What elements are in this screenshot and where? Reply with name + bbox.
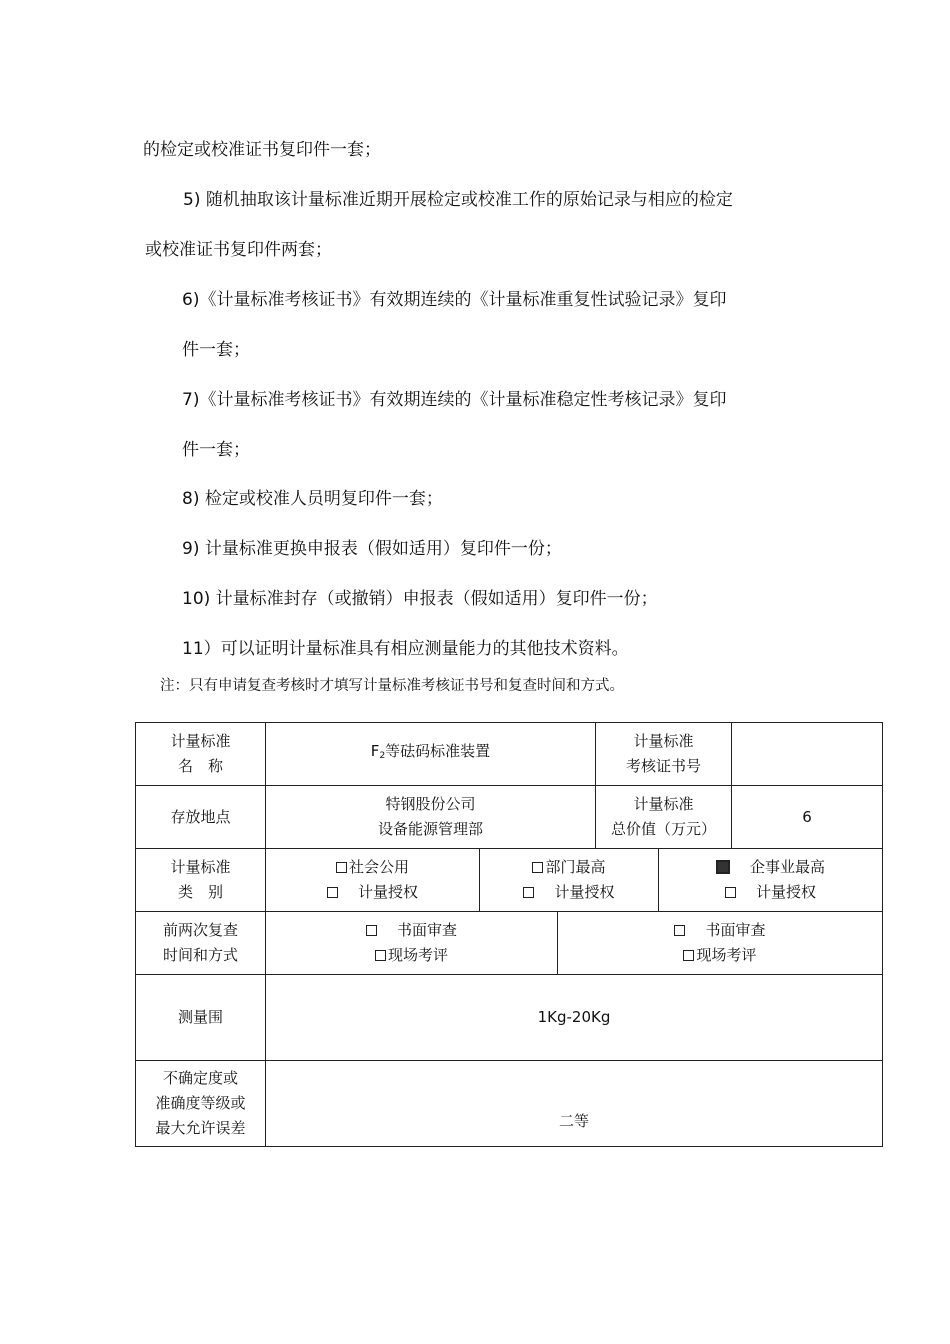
paragraph-line: 件一套； <box>182 440 250 460</box>
standard-name-cell <box>266 723 596 786</box>
review-option-label: 现场考评 <box>696 946 757 964</box>
cert-value-cell <box>732 723 883 786</box>
category-option-label: 企事业最高 <box>749 858 825 876</box>
name-label-cell <box>136 723 266 786</box>
table-row <box>136 975 883 1061</box>
review-option-first <box>266 912 557 974</box>
location-label-cell: 存放地点 <box>136 786 266 849</box>
uncertainty-value: 二等 <box>558 1112 589 1130</box>
category-label-cell <box>136 849 266 912</box>
location-line: 特钢股份公司 <box>385 795 476 813</box>
paragraph-line: 11）可以证明计量标准具有相应测量能力的其他技术资料。 <box>182 639 629 659</box>
category-option-enterprise <box>658 849 882 911</box>
paragraph-line: 件一套； <box>182 340 250 360</box>
uncertainty-label-line: 不确定度或 <box>162 1069 238 1087</box>
standard-name-prefix: F <box>370 742 380 760</box>
category-options-cell <box>266 849 883 912</box>
table-row <box>136 723 883 786</box>
table-row <box>136 786 883 849</box>
paragraph-line: 8) 检定或校准人员明复印件一套； <box>182 489 443 509</box>
checkbox-icon[interactable] <box>523 887 534 898</box>
review-label-cell <box>136 912 266 975</box>
checkbox-icon[interactable] <box>375 950 386 961</box>
uncertainty-label-line: 准确度等级或 <box>155 1094 246 1112</box>
category-option-label: 部门最高 <box>545 858 606 876</box>
paragraph-line: 5) 随机抽取该计量标准近期开展检定或校准工作的原始记录与相应的检定 <box>183 190 733 210</box>
cert-label-line: 考核证书号 <box>625 757 701 775</box>
table-row <box>136 849 883 912</box>
value-label-line: 计量标准 <box>633 795 694 813</box>
review-option-label: 现场考评 <box>387 946 448 964</box>
value-label-cell <box>596 786 732 849</box>
table-note: 注：只有申请复查考核时才填写计量标准考核证书号和复查时间和方式。 <box>160 678 624 694</box>
category-option-label: 社会公用 <box>348 858 409 876</box>
checkbox-icon[interactable] <box>336 862 347 873</box>
standard-name-rest: 等砝码标准装置 <box>385 742 491 760</box>
cert-label-cell <box>596 723 732 786</box>
name-label-line: 名 称 <box>177 757 223 775</box>
review-options-cell <box>266 912 883 975</box>
category-label-line: 类 别 <box>177 883 223 901</box>
category-option-department <box>479 849 658 911</box>
review-option-second <box>557 912 882 974</box>
category-option-label: 计量授权 <box>755 883 816 901</box>
category-option-label: 计量授权 <box>357 883 418 901</box>
range-label-cell: 测量围 <box>136 975 266 1061</box>
checkbox-icon[interactable] <box>674 925 685 936</box>
category-option-public <box>266 849 479 911</box>
checkbox-icon[interactable] <box>725 887 736 898</box>
table-row <box>136 1061 883 1147</box>
checked-checkbox-icon[interactable] <box>716 860 730 874</box>
category-option-label: 计量授权 <box>554 883 615 901</box>
uncertainty-label-cell <box>136 1061 266 1147</box>
checkbox-icon[interactable] <box>532 862 543 873</box>
metrology-standard-table <box>135 722 883 1147</box>
paragraph-line: 或校准证书复印件两套； <box>145 240 332 260</box>
table-row <box>136 912 883 975</box>
total-value-cell: 6 <box>732 786 883 849</box>
paragraph-line: 6)《计量标准考核证书》有效期连续的《计量标准重复性试验记录》复印 <box>182 290 727 310</box>
paragraph-line: 9) 计量标准更换申报表（假如适用）复印件一份； <box>182 539 562 559</box>
location-line: 设备能源管理部 <box>377 820 483 838</box>
range-value-cell: 1Kg-20Kg <box>266 975 883 1061</box>
review-label-line: 前两次复查 <box>162 921 238 939</box>
paragraph-line: 10) 计量标准封存（或撤销）申报表（假如适用）复印件一份； <box>182 589 658 609</box>
cert-label-line: 计量标准 <box>633 732 694 750</box>
checkbox-icon[interactable] <box>327 887 338 898</box>
review-option-label: 书面审查 <box>705 921 766 939</box>
uncertainty-label-line: 最大允许误差 <box>155 1119 246 1137</box>
value-label-line: 总价值（万元） <box>610 820 716 838</box>
location-value-cell <box>266 786 596 849</box>
checkbox-icon[interactable] <box>366 925 377 936</box>
checkbox-icon[interactable] <box>683 950 694 961</box>
standard-name-subscript: 2 <box>379 751 386 761</box>
category-label-line: 计量标准 <box>170 858 231 876</box>
name-label-line: 计量标准 <box>170 732 231 750</box>
review-option-label: 书面审查 <box>396 921 457 939</box>
paragraph-line: 的检定或校准证书复印件一套； <box>143 140 381 160</box>
review-label-line: 时间和方式 <box>162 946 238 964</box>
paragraph-line: 7)《计量标准考核证书》有效期连续的《计量标准稳定性考核记录》复印 <box>182 390 727 410</box>
uncertainty-value-cell <box>266 1061 883 1147</box>
